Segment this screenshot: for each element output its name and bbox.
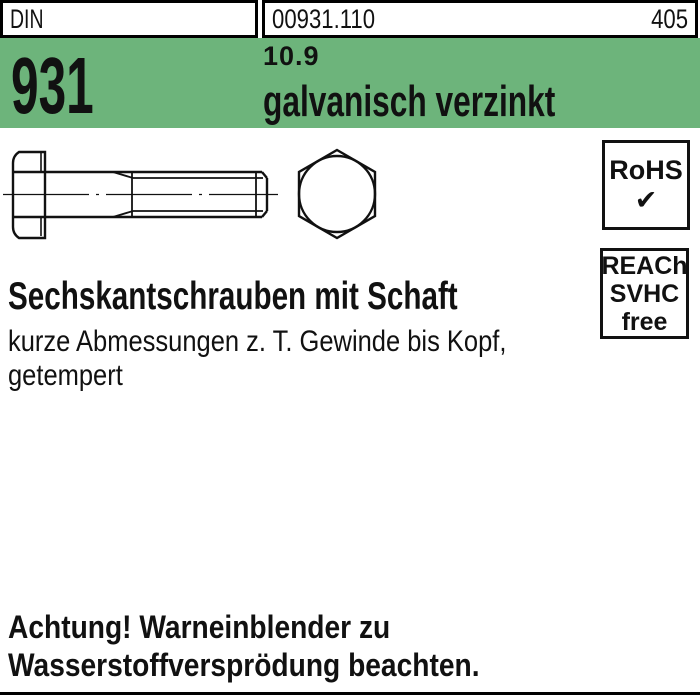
bolt-side-view	[3, 152, 278, 238]
reach-badge	[600, 248, 689, 339]
surface-finish: galvanisch verzinkt	[263, 77, 556, 126]
warning-line: Wasserstoffversprödung beachten.	[8, 647, 480, 683]
head-circle	[299, 156, 375, 232]
header	[0, 0, 698, 38]
warning-note	[8, 608, 544, 684]
product-description-line: getempert	[8, 359, 123, 392]
bolt-technical-drawing	[0, 145, 400, 245]
article-number: 00931.110	[272, 3, 376, 34]
din-number: 931	[11, 41, 94, 130]
reach-line: SVHC	[609, 279, 680, 308]
product-description-line: kurze Abmessungen z. T. Gewinde bis Kopf,	[8, 325, 507, 358]
footer-divider	[0, 692, 700, 695]
warning-line: Achtung! Warneinblender zu	[8, 609, 391, 645]
din-standard-box	[0, 0, 258, 38]
product-title: Sechskantschrauben mit Schaft	[8, 275, 458, 318]
din-label: DIN	[10, 3, 44, 34]
hex-head-outline	[299, 150, 375, 238]
reach-line: REACh	[601, 251, 688, 280]
check-icon: ✔	[634, 185, 658, 216]
product-description	[8, 325, 594, 393]
reach-line: free	[621, 307, 668, 336]
article-number-box	[262, 0, 698, 38]
rohs-label: RoHS	[609, 154, 683, 185]
strength-class: 10.9	[263, 41, 320, 71]
catalog-page-number: 405	[651, 3, 688, 34]
rohs-badge	[602, 140, 690, 230]
bolt-front-view	[299, 150, 375, 238]
